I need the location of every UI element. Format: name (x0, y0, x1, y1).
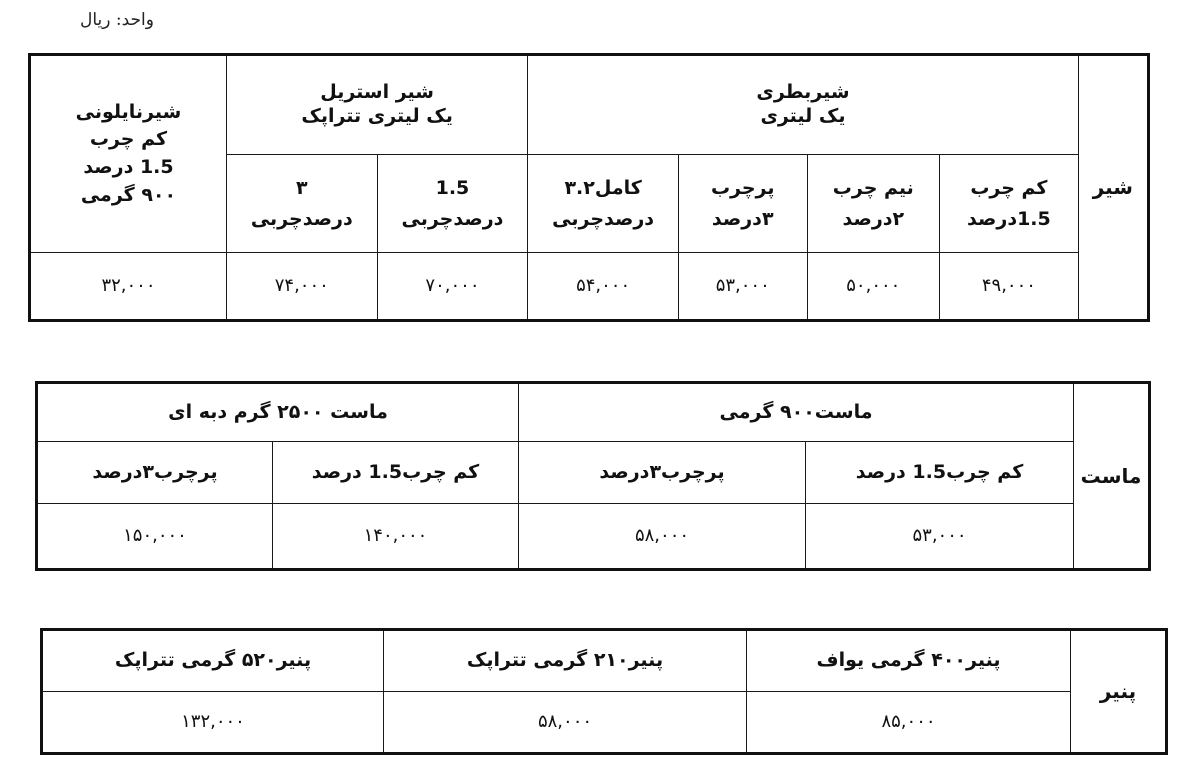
cheese-210-label: پنیر۲۱۰ گرمی تتراپک (384, 630, 747, 692)
yogurt-900-lowfat-price: ۵۳,۰۰۰ (806, 504, 1074, 570)
yogurt-900-full-label: پرچرب۳درصد (519, 442, 806, 504)
yogurt-side-label: ماست (1074, 383, 1150, 570)
bottle-full-label: پرچرب ۳درصد (678, 155, 807, 253)
yogurt-900-lowfat-label: کم چرب1.5 درصد (806, 442, 1074, 504)
cheese-210-price: ۵۸,۰۰۰ (384, 692, 747, 754)
yogurt-2500-header: ماست ۲۵۰۰ گرم دبه ای (37, 383, 519, 442)
bottle-semi-price: ۵۰,۰۰۰ (807, 253, 940, 321)
bottle-lowfat-price: ۴۹,۰۰۰ (940, 253, 1079, 321)
yogurt-2500-full-price: ۱۵۰,۰۰۰ (37, 504, 273, 570)
bottle-whole-price: ۵۴,۰۰۰ (528, 253, 679, 321)
nylon-milk-header: شیرنایلونی کم چرب 1.5 درصد ۹۰۰ گرمی (30, 55, 227, 253)
yogurt-2500-full-label: پرچرب۳درصد (37, 442, 273, 504)
bottle-full-price: ۵۳,۰۰۰ (678, 253, 807, 321)
sterile-15-label: 1.5 درصدچربی (377, 155, 528, 253)
bottle-whole-label: کامل۳.۲ درصدچربی (528, 155, 679, 253)
bottle-milk-title: شیربطری (756, 81, 850, 104)
unit-label: واحد: ریال (80, 10, 154, 30)
cheese-400-label: پنیر۴۰۰ گرمی یواف (747, 630, 1071, 692)
cheese-520-price: ۱۳۲,۰۰۰ (42, 692, 384, 754)
sterile-3-price: ۷۴,۰۰۰ (226, 253, 377, 321)
cheese-400-price: ۸۵,۰۰۰ (747, 692, 1071, 754)
bottle-semi-label: نیم چرب ۲درصد (807, 155, 940, 253)
cheese-price-table (40, 628, 1168, 755)
cheese-520-label: پنیر۵۲۰ گرمی تتراپک (42, 630, 384, 692)
sterile-milk-header (226, 55, 527, 155)
yogurt-2500-lowfat-label: کم چرب1.5 درصد (273, 442, 519, 504)
milk-price-table (28, 53, 1150, 322)
cheese-side-label: پنیر (1071, 630, 1167, 754)
sterile-3-label: ۳ درصدچربی (226, 155, 377, 253)
sterile-15-price: ۷۰,۰۰۰ (377, 253, 528, 321)
yogurt-2500-lowfat-price: ۱۴۰,۰۰۰ (273, 504, 519, 570)
bottle-milk-subtitle: یک لیتری (760, 105, 846, 127)
yogurt-price-table (35, 381, 1151, 571)
bottle-milk-header (528, 55, 1078, 155)
bottle-lowfat-label: کم چرب 1.5درصد (940, 155, 1079, 253)
milk-side-label: شیر (1078, 55, 1148, 321)
nylon-price: ۳۲,۰۰۰ (30, 253, 227, 321)
sterile-milk-subtitle: یک لیتری تتراپک (301, 105, 453, 127)
yogurt-900-full-price: ۵۸,۰۰۰ (519, 504, 806, 570)
yogurt-900-header: ماست۹۰۰ گرمی (519, 383, 1074, 442)
sterile-milk-title: شیر استریل (320, 81, 434, 104)
